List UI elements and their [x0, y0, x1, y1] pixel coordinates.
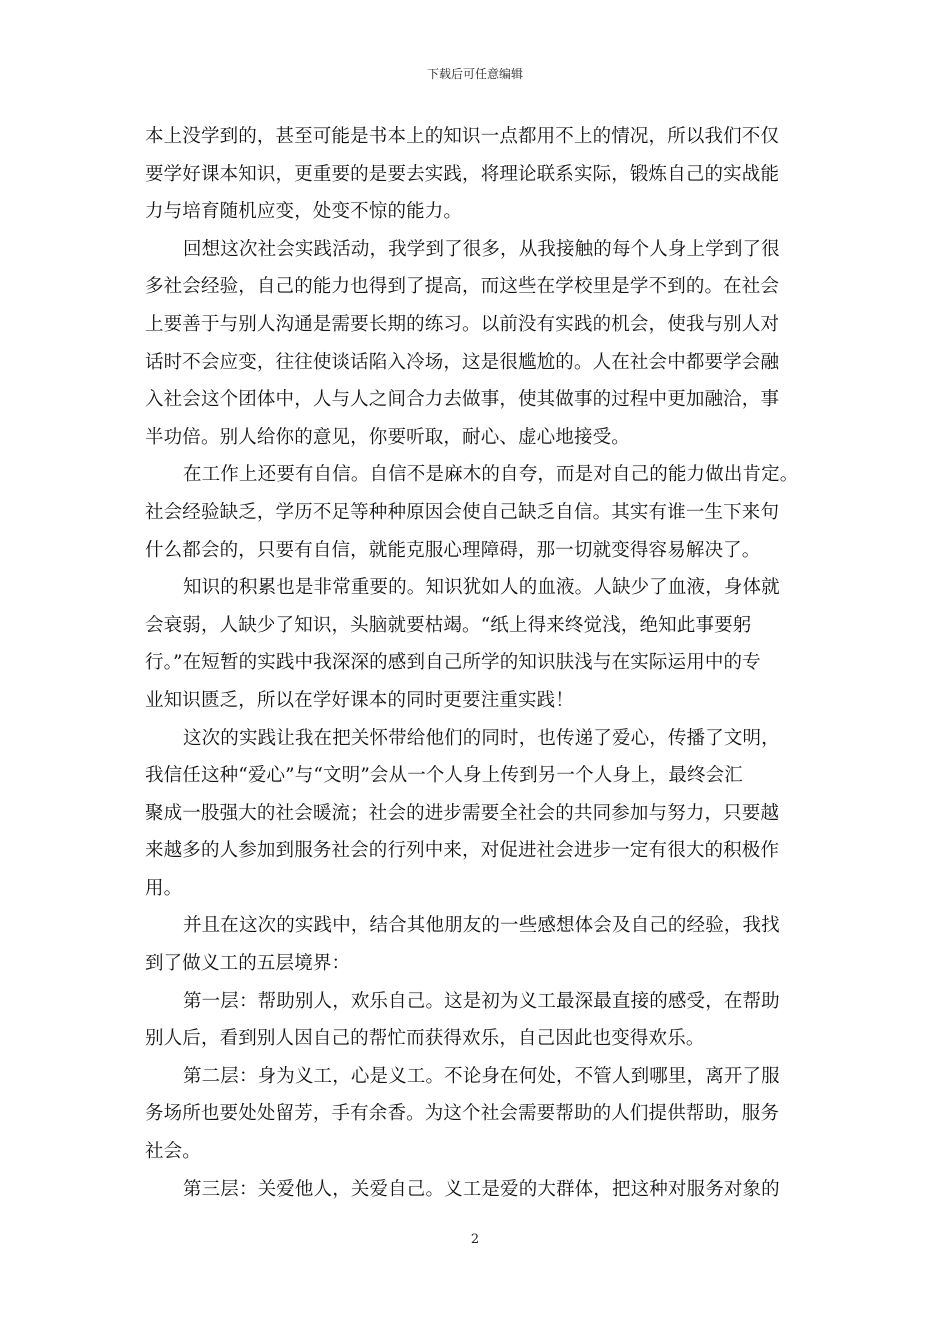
text-line: 聚成一股强大的社会暖流；社会的进步需要全社会的共同参加与努力，只要越	[145, 802, 780, 824]
text-line: 别人后，看到别人因自己的帮忙而获得欢乐，自己因此也变得欢乐。	[145, 1028, 705, 1050]
text-line: 务场所也要处处留芳，手有余香。为这个社会需要帮助的人们提供帮助，服务	[145, 1103, 780, 1125]
text-line: 什么都会的，只要有自信，就能克服心理障碍，那一切就变得容易解决了。	[145, 539, 761, 561]
text-line: 并且在这次的实践中，结合其他朋友的一些感想体会及自己的经验，我找	[183, 915, 780, 937]
text-line: 上要善于与别人沟通是需要长期的练习。以前没有实践的机会，使我与别人对	[145, 313, 780, 335]
text-line: 第一层：帮助别人，欢乐自己。这是初为义工最深最直接的感受，在帮助	[183, 990, 780, 1012]
text-line: 第二层：身为义工，心是义工。不论身在何处，不管人到哪里，离开了服	[183, 1065, 780, 1087]
text-line: 行。”在短暂的实践中我深深的感到自己所学的知识肤浅与在实际运用中的专	[145, 652, 761, 674]
text-line: 本上没学到的，甚至可能是书本上的知识一点都用不上的情况，所以我们不仅	[145, 126, 780, 147]
text-line: 第三层：关爱他人，关爱自己。义工是爱的大群体，把这种对服务对象的	[183, 1178, 780, 1200]
text-line: 知识的积累也是非常重要的。知识犹如人的血液。人缺少了血液，身体就	[183, 577, 780, 599]
text-line: 到了做义工的五层境界：	[145, 953, 351, 975]
text-line: 入社会这个团体中，人与人之间合力去做事，使其做事的过程中更加融洽，事	[145, 389, 780, 411]
text-line: 会衰弱，人缺少了知识，头脑就要枯竭。“纸上得来终觉浅，绝知此事要躬	[145, 614, 752, 636]
text-line: 多社会经验，自己的能力也得到了提高，而这些在学校里是学不到的。在社会	[145, 276, 780, 298]
text-line: 来越多的人参加到服务社会的行列中来，对促进社会进步一定有很大的积极作	[145, 840, 780, 862]
text-line: 社会经验缺乏，学历不足等种种原因会使自己缺乏自信。其实有谁一生下来句	[145, 501, 780, 523]
text-line: 在工作上还要有自信。自信不是麻木的自夸，而是对自己的能力做出肯定。	[183, 464, 799, 486]
text-line: 回想这次社会实践活动，我学到了很多，从我接触的每个人身上学到了很	[183, 238, 780, 260]
page-number: 2	[470, 1232, 480, 1247]
text-line: 这次的实践让我在把关怀带给他们的同时，也传递了爱心，传播了文明，	[183, 727, 780, 749]
text-line: 业知识匮乏，所以在学好课本的同时更要注重实践！	[145, 689, 574, 711]
text-line: 我信任这种“爱心”与“文明”会从一个人身上传到另一个人身上，最终会汇	[145, 765, 743, 787]
page-header: 下载后可任意编辑	[426, 67, 523, 81]
text-line: 半功倍。别人给你的意见，你要听取，耐心、虚心地接受。	[145, 426, 630, 448]
text-line: 要学好课本知识，更重要的是要去实践，将理论联系实际，锻炼自己的实战能	[145, 163, 780, 185]
text-line: 话时不会应变，往往使谈话陷入冷场，这是很尴尬的。人在社会中都要学会融	[145, 351, 780, 373]
text-line: 力与培育随机应变，处变不惊的能力。	[145, 201, 463, 223]
text-line: 社会。	[145, 1141, 201, 1163]
text-line: 用。	[145, 877, 183, 899]
document-body	[145, 118, 810, 1208]
